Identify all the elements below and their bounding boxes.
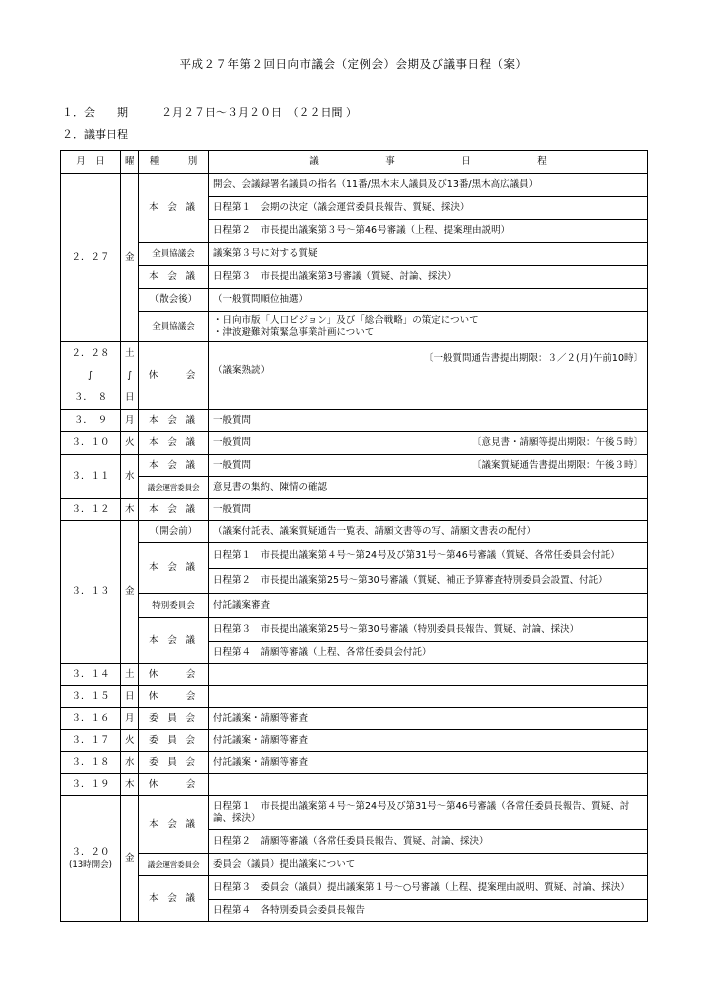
weekday-cell [121, 342, 139, 410]
weekday-cell: 月 [121, 708, 139, 730]
agenda-cell: 日程第４ 各特別委員会委員長報告 [209, 900, 648, 922]
type-cell: 休 会 [139, 342, 209, 410]
schedule-table [60, 150, 648, 922]
type-cell: 休 会 [139, 686, 209, 708]
agenda-cell [209, 686, 648, 708]
agenda-cell: 日程第１ 会期の決定（議会運営委員長報告、質疑、採決） [209, 197, 648, 220]
session-period [62, 104, 357, 120]
header-month-day: 月 日 [61, 151, 121, 174]
weekday-cell: 水 [121, 752, 139, 774]
agenda-cell: 開会、会議録署名議員の指名（11番/黒木末人議員及び13番/黒木高広議員） [209, 174, 648, 197]
weekday-cell: 金 [121, 174, 139, 342]
table-row [61, 455, 648, 477]
agenda-text: 一般質問 [213, 437, 252, 448]
table-row [61, 499, 648, 521]
date-cell: ３．１０ [61, 432, 121, 455]
table-row [61, 752, 648, 774]
type-cell: 本 会 議 [139, 543, 209, 594]
header-agenda: 議 事 日 程 [209, 151, 648, 174]
agenda-cell [209, 774, 648, 796]
agenda-cell: ・日向市版「人口ビジョン」及び「総合戦略」の策定について ・津波避難対策緊急事業計画について [209, 312, 648, 342]
type-cell: 休 会 [139, 664, 209, 686]
date-cell: ３． ９ [61, 410, 121, 432]
agenda-cell: 一般質問 [209, 499, 648, 521]
agenda-cell [209, 455, 648, 477]
agenda-cell: 付託議案・請願等審査 [209, 708, 648, 730]
table-row [61, 876, 648, 900]
date-cell: ３．１６ [61, 708, 121, 730]
range-mark: ∫ [127, 369, 133, 381]
agenda-cell: 委員会（議員）提出議案について [209, 854, 648, 876]
agenda-cell: 日程第２ 請願等審議（各常任委員長報告、質疑、討論、採決） [209, 830, 648, 854]
type-cell: 休 会 [139, 774, 209, 796]
date-cell: ３．１１ [61, 455, 121, 499]
date-cell: ３．１９ [61, 774, 121, 796]
type-cell: 本 会 議 [139, 796, 209, 854]
weekday-cell: 水 [121, 455, 139, 499]
agenda-cell: 日程第３ 委員会（議員）提出議案第１号～○号審議（上程、提案理由説明、質疑、討論、採決） [209, 876, 648, 900]
deadline-note: 〔意見書・請願等提出期限：午後５時〕 [471, 437, 643, 448]
agenda-cell: （一般質問順位抽選） [209, 289, 648, 312]
weekday-cell: 木 [121, 499, 139, 521]
range-mark: ∫ [88, 369, 93, 381]
date-cell [61, 796, 121, 922]
type-cell: 議会運営委員会 [139, 477, 209, 499]
table-row [61, 432, 648, 455]
agenda-text: （議案熟読） [213, 364, 271, 376]
table-row [61, 243, 648, 266]
open-time: (13時開会) [69, 859, 112, 870]
type-cell: 委 員 会 [139, 708, 209, 730]
agenda-cell: 日程第３ 市長提出議案第25号～第30号審議（特別委員長報告、質疑、討論、採決） [209, 618, 648, 642]
agenda-cell: （議案付託表、議案質疑通告一覧表、請願文書等の写、請願文書表の配付） [209, 521, 648, 543]
type-cell: 本 会 議 [139, 410, 209, 432]
agenda-cell: 意見書の集約、陳情の確認 [209, 477, 648, 499]
header-row [61, 151, 648, 174]
date-cell [61, 342, 121, 410]
agenda-cell: 日程第１ 市長提出議案第４号～第24号及び第31号～第46号審議（各常任委員長報告、質疑、討論、採決） [209, 796, 648, 830]
weekday-from: 土 [125, 347, 135, 359]
weekday-cell: 月 [121, 410, 139, 432]
agenda-cell: 日程第３ 市長提出議案第3号審議（質疑、討論、採決） [209, 266, 648, 289]
document-title: 平成２７年第２回日向市議会（定例会）会期及び議事日程（案） [179, 57, 528, 71]
date-cell: ３．１４ [61, 664, 121, 686]
type-cell: 本 会 議 [139, 876, 209, 922]
weekday-to: 日 [125, 391, 135, 403]
table-row [61, 618, 648, 642]
weekday-cell: 金 [121, 796, 139, 922]
weekday-cell: 金 [121, 521, 139, 664]
type-cell: 本 会 議 [139, 432, 209, 455]
type-cell: 議会運営委員会 [139, 854, 209, 876]
agenda-cell [209, 664, 648, 686]
agenda-cell: 付託議案・請願等審査 [209, 752, 648, 774]
type-cell: 特別委員会 [139, 594, 209, 618]
type-cell: 本 会 議 [139, 266, 209, 289]
weekday-cell: 火 [121, 432, 139, 455]
session-value: ２月２７日～３月２０日 （２２日間 ） [161, 106, 357, 119]
weekday-cell: 木 [121, 774, 139, 796]
weekday-cell: 土 [121, 664, 139, 686]
weekday-cell: 日 [121, 686, 139, 708]
table-row [61, 664, 648, 686]
type-cell: 全員協議会 [139, 312, 209, 342]
agenda-cell [209, 432, 648, 455]
table-row [61, 796, 648, 830]
table-row [61, 289, 648, 312]
table-row [61, 174, 648, 197]
agenda-cell: 日程第２ 市長提出議案第３号～第46号審議（上程、提案理由説明） [209, 220, 648, 243]
agenda-cell: 日程第１ 市長提出議案第４号～第24号及び第31号～第46号審議（質疑、各常任委員会付託） [209, 543, 648, 569]
table-row [61, 854, 648, 876]
date-cell: ３．１５ [61, 686, 121, 708]
date-cell: ３．１７ [61, 730, 121, 752]
type-cell: 本 会 議 [139, 618, 209, 664]
agenda-text: 一般質問 [213, 459, 252, 471]
type-cell: （散会後） [139, 289, 209, 312]
table-row [61, 594, 648, 618]
type-cell: 本 会 議 [139, 455, 209, 477]
date-cell: ３．１３ [61, 521, 121, 664]
table-row [61, 730, 648, 752]
date-text: ３．２０ [71, 846, 110, 858]
session-label: １．会 期 [62, 106, 128, 119]
agenda-cell: 付託議案審査 [209, 594, 648, 618]
weekday-cell: 火 [121, 730, 139, 752]
type-cell: 全員協議会 [139, 243, 209, 266]
header-weekday: 曜 [121, 151, 139, 174]
table-row [61, 312, 648, 342]
type-cell: 委 員 会 [139, 730, 209, 752]
type-cell: 本 会 議 [139, 174, 209, 243]
table-row [61, 543, 648, 569]
table-row [61, 708, 648, 730]
agenda-cell: 付託議案・請願等審査 [209, 730, 648, 752]
date-to: ３． ８ [73, 391, 108, 403]
type-cell: 本 会 議 [139, 499, 209, 521]
deadline-note: 〔議案質疑通告書提出期限：午後３時〕 [471, 459, 643, 471]
table-row [61, 477, 648, 499]
table-row [61, 266, 648, 289]
header-type: 種 別 [139, 151, 209, 174]
table-row [61, 774, 648, 796]
deadline-note: 〔一般質問通告書提出期限：３／２(月)午前10時〕 [423, 352, 643, 364]
agenda-cell [209, 342, 648, 410]
table-row [61, 521, 648, 543]
type-cell: 委 員 会 [139, 752, 209, 774]
date-cell: ３．１２ [61, 499, 121, 521]
agenda-heading: ２．議事日程 [62, 128, 128, 141]
agenda-cell: 日程第４ 請願等審議（上程、各常任委員会付託） [209, 642, 648, 664]
date-cell: ３．１８ [61, 752, 121, 774]
agenda-cell: 日程第２ 市長提出議案第25号～第30号審議（質疑、補正予算審査特別委員会設置、付託） [209, 569, 648, 594]
table-row [61, 410, 648, 432]
agenda-cell: 一般質問 [209, 410, 648, 432]
date-cell: ２．２７ [61, 174, 121, 342]
date-from: ２．２８ [71, 347, 110, 359]
table-row [61, 686, 648, 708]
table-row [61, 342, 648, 410]
type-cell: （開会前） [139, 521, 209, 543]
agenda-cell: 議案第３号に対する質疑 [209, 243, 648, 266]
